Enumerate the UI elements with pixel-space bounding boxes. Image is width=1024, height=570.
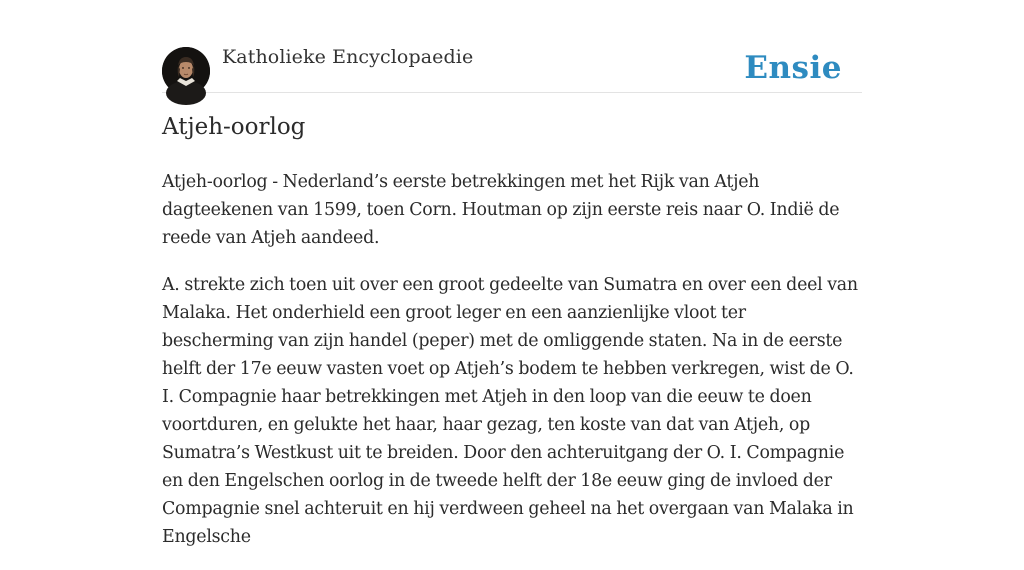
page [162,0,862,547]
article-body [162,168,862,570]
ensie-logo[interactable]: Ensie [744,50,842,86]
site-header [162,0,862,93]
portrait-avatar-icon[interactable] [162,47,210,95]
source-name[interactable]: Katholieke Encyclopaedie [222,46,474,68]
article-paragraph: Atjeh-oorlog - Nederland’s eerste betrekkingen met het Rijk van Atjeh dagteekenen van 1599, toen Corn. Houtman op zijn eerste reis naar O. Indië de reede van Atjeh aandeed. [162,172,840,248]
article-title: Atjeh-oorlog [162,114,306,140]
article-paragraph: A. strekte zich toen uit over een groot gedeelte van Sumatra en over een deel van Malaka. Het onderhield een groot leger en een aanzienlijke vloot ter bescherming van zijn handel (peper) met de omliggende staten. Na in de eerste helft der 17e eeuw vasten voet op Atjeh’s bodem te hebben verkregen, wist de O. I. Compagnie haar betrekkingen met Atjeh in den loop van die eeuw te doen voortduren, en gelukte het haar, haar gezag, ten koste van dat van Atjeh, op Sumatra’s Westkust uit te breiden. Door den achteruitgang der O. I. Compagnie en den Engelschen oorlog in de tweede helft der 18e eeuw ging de invloed der Compagnie snel achteruit en hij verdween geheel na het overgaan van Malaka in Engelsche [162,275,858,547]
portrait-image [162,47,210,95]
